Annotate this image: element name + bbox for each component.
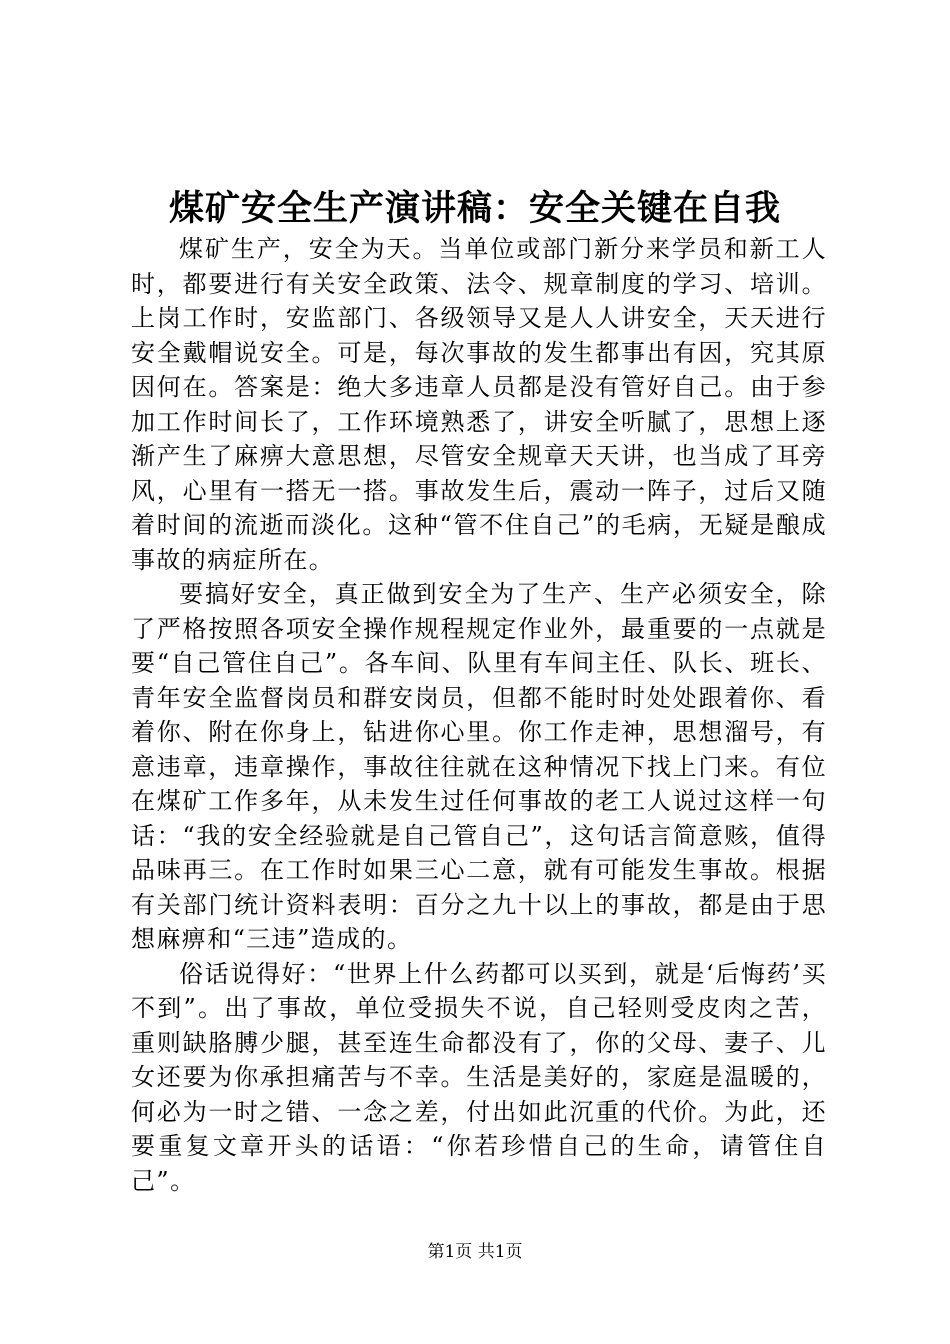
page-footer: 第1页 共1页 [427,1242,523,1262]
document-body [131,232,827,1198]
paragraph-1: 煤矿生产，安全为天。当单位或部门新分来学员和新工人时，都要进行有关安全政策、法令、规章制度的学习、培训。上岗工作时，安监部门、各级领导又是人人讲安全，天天进行安全戴帽说安全。可是，每次事故的发生都事出有因，究其原因何在。答案是：绝大多违章人员都是没有管好自己。由于参加工作时间长了，工作环境熟悉了，讲安全听腻了，思想上逐渐产生了麻痹大意思想，尽管安全规章天天讲，也当成了耳旁风，心里有一搭无一搭。事故发生后，震动一阵子，过后又随着时间的流逝而淡化。这种“管不住自己”的毛病，无疑是酿成事故的病症所在。 [131,235,827,574]
paragraph-3: 俗话说得好：“世界上什么药都可以买到，就是‘后悔药’买不到”。出了事故，单位受损失不说，自己轻则受皮肉之苦，重则缺胳膊少腿，甚至连生命都没有了，你的父母、妻子、儿女还要为你承担痛苦与不幸。生活是美好的，家庭是温暖的，何必为一时之错、一念之差，付出如此沉重的代价。为此，还要重复文章开头的话语：“你若珍惜自己的生命，请管住自己”。 [131,959,827,1195]
document-title: 煤矿安全生产演讲稿：安全关键在自我 [168,188,781,229]
paragraph-2: 要搞好安全，真正做到安全为了生产、生产必须安全，除了严格按照各项安全操作规程规定作业外，最重要的一点就是要“自己管住自己”。各车间、队里有车间主任、队长、班长、青年安全监督岗员和群安岗员，但都不能时时处处跟着你、看着你、附在你身上，钻进你心里。你工作走神，思想溜号，有意违章，违章操作，事故往往就在这种情况下找上门来。有位在煤矿工作多年，从未发生过任何事故的老工人说过这样一句话：“我的安全经验就是自己管自己”，这句话言简意赅，值得品味再三。在工作时如果三心二意，就有可能发生事故。根据有关部门统计资料表明：百分之九十以上的事故，都是由于思想麻痹和“三违”造成的。 [131,580,827,953]
